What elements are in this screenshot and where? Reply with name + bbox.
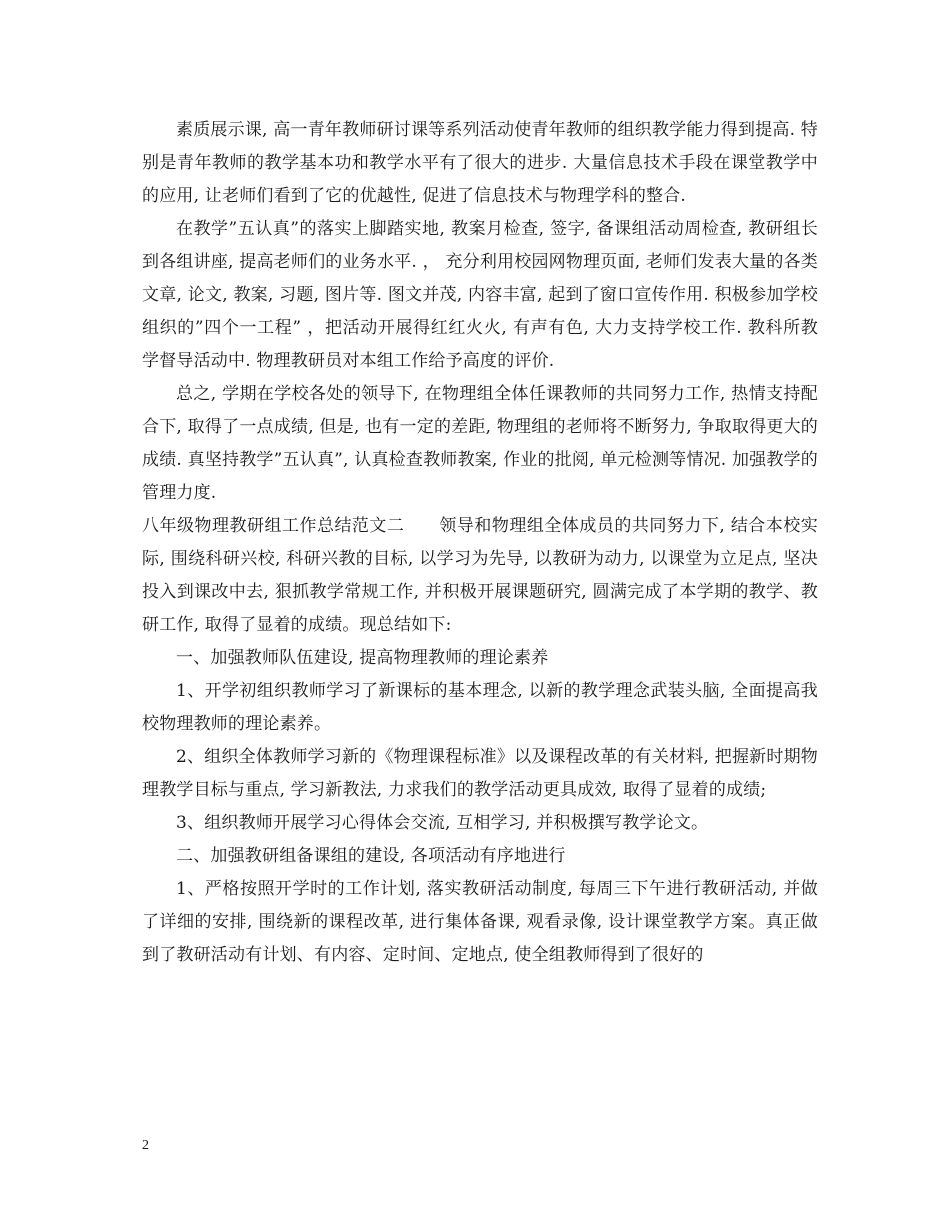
paragraph: 素质展示课, 高一青年教师研讨课等系列活动使青年教师的组织教学能力得到提高. 特别是青年教师的教学基本功和教学水平有了很大的进步. 大量信息技术手段在课堂教学中的应用, 让老师们看到了它的优越性, 促进了信息技术与物理学科的整合. — [142, 120, 818, 206]
paragraph: 3、组织教师开展学习心得体会交流, 互相学习, 并积极撰写教学论文。 — [176, 813, 709, 833]
paragraph: 总之, 学期在学校各处的领导下, 在物理组全体任课教师的共同努力工作, 热情支持配合下, 取得了一点成绩, 但是, 也有一定的差距, 物理组的老师将不断努力, 争取取得更大的成绩. 真坚持教学”五认真”, 认真检查教师教案, 作业的批阅, 单元检测等情况. 加强教学的管理力度. — [142, 384, 818, 503]
paragraph: 一、加强教师队伍建设, 提高物理教师的理论素养 — [176, 648, 549, 668]
paragraph: 在教学”五认真”的落实上脚踏实地, 教案月检查, 签字, 备课组活动周检查, 教研组长到各组讲座, 提高老师们的业务水平. ， 充分利用校园网物理页面, 老师们发表大量的各类文章, 论文, 教案, 习题, 图片等. 图文并茂, 内容丰富, 起到了窗口宣传作用. 积极参加学校组织的”四个一工程” ，把活动开展得红红火火, 有声有色, 大力支持学校工作. 教科所教学督导活动中. 物理教研员对本组工作给予高度的评价. — [142, 219, 818, 371]
section-heading-paragraph: 八年级物理教研组工作总结范文二 领导和物理组全体成员的共同努力下, 结合本校实际, 围绕科研兴校, 科研兴教的目标, 以学习为先导, 以教研为动力, 以课堂为立足点, 坚决投入到课改中去, 狠抓教学常规工作, 并积极开展课题研究, 圆满完成了本学期的教学、教研工作, 取得了显着的成绩。现总结如下: — [142, 516, 818, 635]
paragraph: 2、组织全体教师学习新的《物理课程标准》以及课程改革的有关材料, 把握新时期物理教学目标与重点, 学习新教法, 力求我们的教学活动更具成效, 取得了显着的成绩; — [142, 747, 818, 800]
document-body — [142, 114, 818, 972]
paragraph: 二、加强教研组备课组的建设, 各项活动有序地进行 — [176, 846, 566, 866]
page-number: 2 — [142, 1138, 149, 1153]
paragraph: 1、开学初组织教师学习了新课标的基本理念, 以新的教学理念武装头脑, 全面提高我校物理教师的理论素养。 — [142, 681, 818, 734]
paragraph: 1、严格按照开学时的工作计划, 落实教研活动制度, 每周三下午进行教研活动, 并做了详细的安排, 围绕新的课程改革, 进行集体备课, 观看录像, 设计课堂教学方案。真正做到了教研活动有计划、有内容、定时间、定地点, 使全组教师得到了很好的 — [142, 879, 818, 965]
